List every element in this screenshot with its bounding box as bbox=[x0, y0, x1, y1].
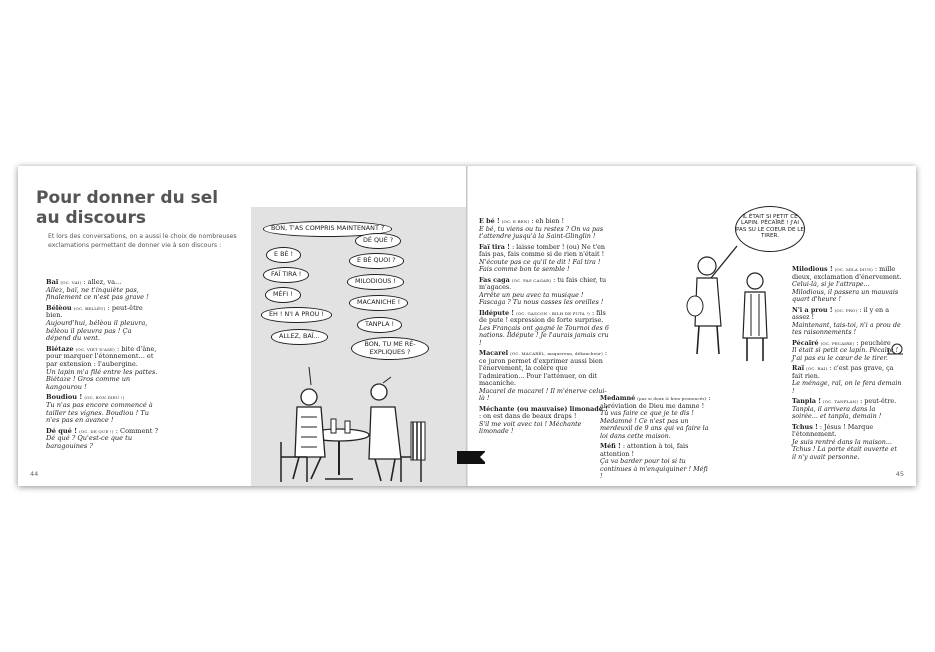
entry-example: Le ménage, raï, on le fera demain ! bbox=[792, 379, 902, 395]
entry-tag: (OC. PECAIRE) bbox=[820, 340, 855, 346]
entry-example: Macarel de macarel ! Il m'énerve celui-là ! bbox=[479, 386, 607, 402]
entry-boudiou bbox=[46, 394, 158, 424]
entry-macarel bbox=[479, 350, 609, 403]
entry-head: N'i a prou ! bbox=[792, 305, 833, 314]
page-title bbox=[36, 188, 236, 228]
entry-def: : Comment ? bbox=[113, 426, 158, 435]
bubble-right-3: MILODIOUS ! bbox=[347, 274, 404, 290]
entry-def: : peut-être. bbox=[858, 397, 897, 405]
entry-example: Allez, baï, ne t'inquiète pas, finalement ce n'est pas grave ! bbox=[46, 285, 149, 302]
bubble-right-6: BON, TU ME RÉ-EXPLIQUES ? bbox=[351, 337, 429, 360]
entry-milodious bbox=[792, 266, 902, 304]
bubble-left-4: MÉFI ! bbox=[265, 287, 301, 303]
entries-list bbox=[46, 279, 158, 453]
entry-head: Boudiou ! bbox=[46, 393, 83, 402]
entry-head: Méchante (ou mauvaise) limonade ! bbox=[479, 404, 608, 413]
entry-mechante-limonade bbox=[479, 406, 609, 436]
bubble-left-6: ALLEZ, BAÏ... bbox=[271, 329, 328, 345]
entry-example: Arrête un peu avec ta musique ! Fascaga ? Tu nous casses les oreilles ! bbox=[479, 290, 604, 306]
cartoon-illustration bbox=[251, 207, 467, 486]
entry-example: Tu vas faire ce que je te dis ! Medamné ! Ce n'est pas un merdeuxil de 9 ans qui va faire la loi dans cette maison. bbox=[600, 409, 709, 440]
entry-medamne bbox=[600, 395, 712, 440]
left-page bbox=[18, 166, 467, 486]
entry-tag: (OC. BON DIEU !) bbox=[84, 395, 125, 401]
entry-def: : mille dieux, exclamation d'énervement. bbox=[792, 265, 902, 281]
entry-head: Baï bbox=[46, 278, 59, 286]
bubble-right-5: TANPLA ! bbox=[357, 317, 402, 333]
entry-head: E bé ! bbox=[479, 217, 500, 225]
entry-bai bbox=[46, 279, 158, 302]
entry-tag: (OC. E BEN) bbox=[501, 219, 530, 224]
entry-tag: (OC. BELLÈU) bbox=[73, 305, 106, 311]
entry-head: Dé qué ! bbox=[46, 426, 77, 435]
entry-tag: (OC. RAI) bbox=[806, 366, 828, 371]
entry-head: Biétaze bbox=[46, 344, 74, 353]
entry-ildepute bbox=[479, 310, 609, 348]
entry-beleou bbox=[46, 305, 158, 343]
entry-example: Maintenant, tais-toi, n'i a prou de tes raisonnements ! bbox=[792, 320, 901, 336]
entry-pecaire bbox=[792, 340, 902, 363]
entry-def: : peuchère bbox=[854, 338, 891, 347]
entry-def: : allez, va... bbox=[81, 278, 122, 286]
bubble-left-3: FAÏ TIRA ! bbox=[263, 267, 309, 283]
entry-head: Medamné bbox=[600, 394, 636, 402]
bubble-right-2: E BÉ QUOI ? bbox=[349, 253, 404, 269]
entry-example: Ça va barder pour toi si tu continues à m'enquiquiner ! Méfi ! bbox=[600, 457, 708, 480]
entry-tag: (pas si doux & bien prononcés) bbox=[637, 396, 707, 401]
entry-head: Pécaïré bbox=[792, 338, 819, 347]
entry-def: : eh bien ! bbox=[529, 217, 565, 225]
bubble-left-5: EH ! N'I A PROU ! bbox=[261, 307, 332, 323]
entry-tag: (OC. VAI) bbox=[60, 280, 82, 285]
entry-rai bbox=[792, 365, 902, 395]
title-line-2: au discours bbox=[36, 208, 146, 228]
bubble-right-4: MACANICHE ! bbox=[349, 295, 408, 311]
entry-tag: (OC. GASCON : BILH DE PUTA !) bbox=[516, 310, 590, 316]
entry-de-que bbox=[46, 428, 158, 451]
entry-head: Milodious ! bbox=[792, 265, 833, 273]
title-line-1: Pour donner du sel bbox=[36, 188, 219, 208]
entry-tag: (OC. TANPLAN) bbox=[823, 399, 859, 404]
right-column-1 bbox=[479, 218, 609, 439]
intro-text: Et lors des conversations, on a aussi le choix de nombreuses exclamations permettant de donner vie à son discours : bbox=[48, 233, 237, 249]
entry-tag: (OC. VIET D'ASE) bbox=[75, 346, 115, 352]
entry-ni-a-prou bbox=[792, 307, 902, 337]
speech-bubble: IL ÉTAIT SI PETIT CE LAPIN. PÉCAÏRÉ ! J'AI PAS SU LE COEUR DE LE TIRER. bbox=[735, 206, 805, 252]
entry-example: N'écoute pas ce qu'il te dit ! Faï tira ! Fais comme bon te semble ! bbox=[479, 257, 601, 273]
entry-head: Ildépute ! bbox=[479, 308, 515, 317]
entry-def: : on est dans de beaux draps ! bbox=[479, 412, 577, 420]
entry-example: Dé qué ? Qu'est-ce que tu baragouines ? bbox=[46, 434, 133, 450]
entry-example: Un lapin m'a filé entre les pattes. Biétaze ! Gros comme un kangourou ! bbox=[46, 367, 158, 391]
entry-def: : peut-être bien. bbox=[46, 303, 143, 320]
entry-example: Aujourd'hui, bélèou il pleuvra, bélèou il pleuvra pas ! Ça dépend du vent. bbox=[46, 318, 148, 343]
entry-def: : c'est pas grave, ça fait rien. bbox=[792, 364, 894, 380]
book-spread bbox=[18, 166, 916, 486]
entry-example: Tu n'as pas encore commencé à tailler tes vignes. Boudiou ! Tu n'es pas en avance ! bbox=[46, 400, 153, 425]
entry-head: Tanpla ! bbox=[792, 397, 821, 405]
entry-head: Méfi ! bbox=[600, 442, 621, 450]
entry-def: : tu fais chier, tu m'agaces. bbox=[479, 275, 607, 291]
entry-head: Fas caga bbox=[479, 275, 510, 284]
entry-def: : attention à toi, fais attention ! bbox=[600, 442, 689, 458]
entry-head: Macarel bbox=[479, 349, 509, 357]
right-column-2-content bbox=[600, 395, 712, 484]
entry-def: : ce juron permet d'exprimer aussi bien l'énervement, la colère que l'admiration... Pour l'atténuer, on dit macaniche. bbox=[479, 349, 608, 387]
right-column-3 bbox=[792, 266, 902, 464]
entry-def: : Jésus ! Marque l'étonnement. bbox=[792, 422, 874, 438]
entry-def: : fils de pute ! expression de forte surprise. bbox=[479, 308, 606, 324]
entry-head: Bélèou bbox=[46, 303, 72, 312]
entry-tanpla bbox=[792, 398, 902, 421]
entry-example: S'il me voit avec toi ! Méchante limonade ! bbox=[479, 419, 582, 435]
entry-example: Tanpla, il arrivera dans la soirée... et tanpla, demain ! bbox=[792, 404, 882, 420]
entry-def: : abréviation de Dieu me damne ! bbox=[600, 394, 711, 410]
entry-tag: (OC. MILA DIUS) bbox=[834, 267, 873, 272]
entry-mefi bbox=[600, 443, 712, 481]
entry-head: Raï bbox=[792, 364, 805, 372]
bubble-left-1: BON, T'AS COMPRIS MAINTENANT ? bbox=[263, 221, 392, 237]
bubble-right-1: DÉ QUÉ ? bbox=[355, 233, 401, 249]
entry-head: Tchus ! bbox=[792, 422, 818, 431]
bookmark-ribbon bbox=[457, 451, 485, 464]
page-number-right: 45 bbox=[895, 470, 904, 478]
entry-fas-caga bbox=[479, 277, 609, 307]
entry-example: Celui-là, si je l'attrape... Milodious, il passera un mauvais quart d'heure ! bbox=[792, 280, 899, 303]
entry-e-be bbox=[479, 218, 609, 241]
bubble-left-2: E BÉ ! bbox=[266, 247, 301, 263]
entry-tag: (OC. FAS CAGAR) bbox=[511, 277, 552, 283]
entry-def: : il y en a assez ! bbox=[792, 305, 890, 321]
entry-head: Faï tira ! bbox=[479, 242, 510, 251]
entry-def: : bite d'âne, pour marquer l'étonnement... et par extension : l'aubergine. bbox=[46, 344, 157, 368]
entry-example: E bé, tu viens ou tu restes ? On va pas t'attendre jusqu'à la Saint-Glinglin ! bbox=[479, 224, 604, 240]
entry-example: Je suis rentré dans la maison... Tchus ! La porte était ouverte et il n'y avait personne. bbox=[792, 437, 897, 461]
entry-fai-tira bbox=[479, 244, 609, 274]
entry-example: Il était si petit ce lapin. Pécaïré ! J'ai pas eu le cœur de le tirer. bbox=[792, 346, 899, 362]
entry-example: Les Français ont gagné le Tournoi des 6 nations. Ildépute ! Je l'aurais jamais cru ! bbox=[479, 323, 609, 347]
page-number-left: 44 bbox=[30, 470, 39, 478]
entry-bietaze bbox=[46, 346, 158, 392]
entry-tag: (OC. DE QUE !) bbox=[79, 428, 114, 434]
entry-tchus bbox=[792, 424, 902, 462]
entry-tag: (OC. MACARÈL, maquereau, débaucheur) bbox=[510, 351, 603, 356]
entry-tag: (OC. PRO) bbox=[834, 307, 858, 313]
entry-def: : laisse tomber ! (ou) Ne t'en fais pas, fais comme si de rien n'était ! bbox=[479, 242, 606, 258]
